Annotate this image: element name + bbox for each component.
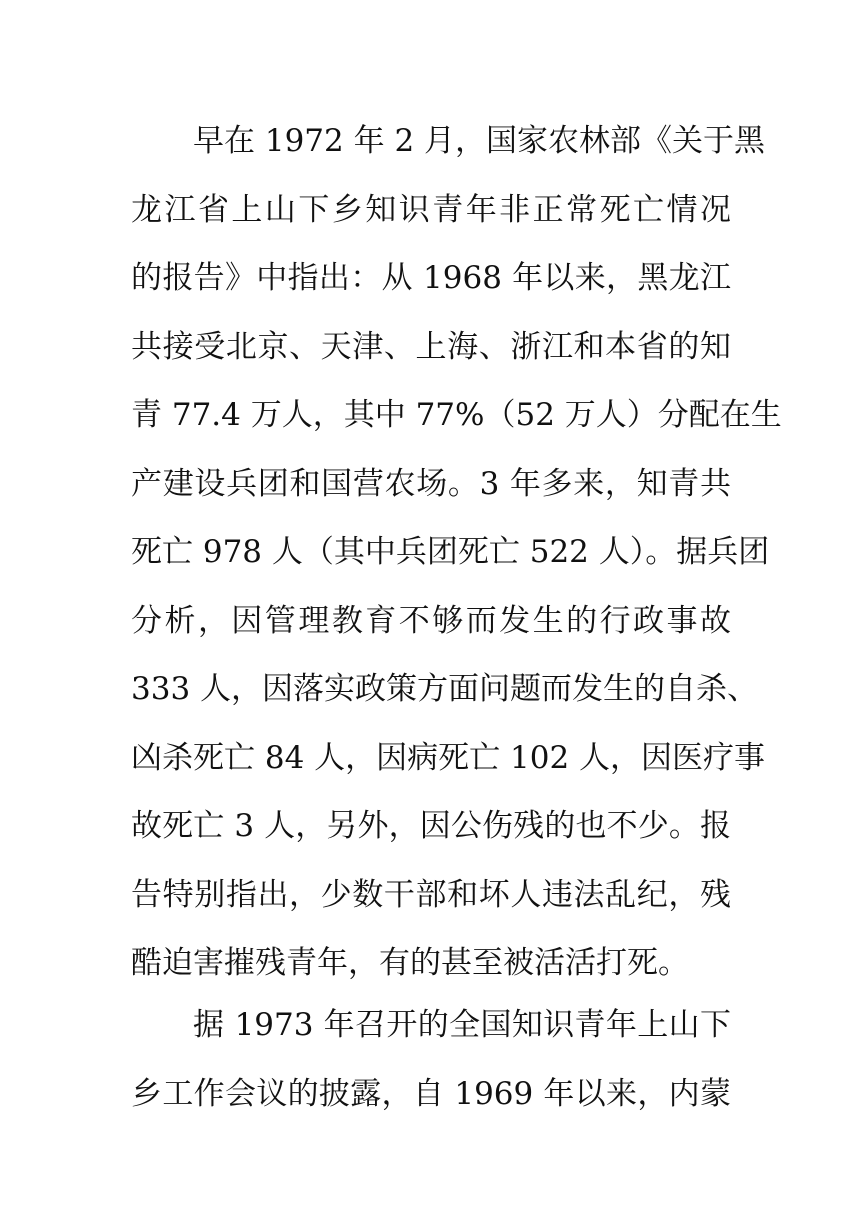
text-line: 乡工作会议的披露，自 1969 年以来，内蒙 (131, 1075, 731, 1112)
text-line: 故死亡 3 人，另外，因公伤残的也不少。报 (131, 808, 731, 844)
paragraph-1973-conference (131, 991, 731, 1128)
text-line: 早在 1972 年 2 月，国家农林部《关于黑 (193, 123, 766, 159)
text-line: 据 1973 年召开的全国知识青年上山下 (193, 1007, 731, 1043)
text-line: 告特别指出，少数干部和坏人违法乱纪，残 (131, 876, 731, 913)
text-line: 青 77.4 万人，其中 77%（52 万人）分配在生 (131, 397, 782, 433)
text-line: 死亡 978 人（其中兵团死亡 522 人）。据兵团 (131, 534, 770, 570)
text-line: 酷迫害摧残青年，有的甚至被活活打死。 (131, 945, 689, 981)
text-line: 凶杀死亡 84 人，因病死亡 102 人，因医疗事 (131, 739, 766, 776)
text-line: 共接受北京、天津、上海、浙江和本省的知 (131, 328, 731, 365)
text-line: 龙江省上山下乡知识青年非正常死亡情况 (131, 191, 731, 228)
text-line: 产建设兵团和国营农场。3 年多来，知青共 (131, 465, 731, 502)
paragraph-heilongjiang-report (131, 107, 782, 998)
text-line: 分析，因管理教育不够而发生的行政事故 (131, 602, 731, 639)
text-line: 的报告》中指出：从 1968 年以来，黑龙江 (131, 260, 731, 296)
text-line: 333 人，因落实政策方面问题而发生的自杀、 (131, 671, 759, 707)
